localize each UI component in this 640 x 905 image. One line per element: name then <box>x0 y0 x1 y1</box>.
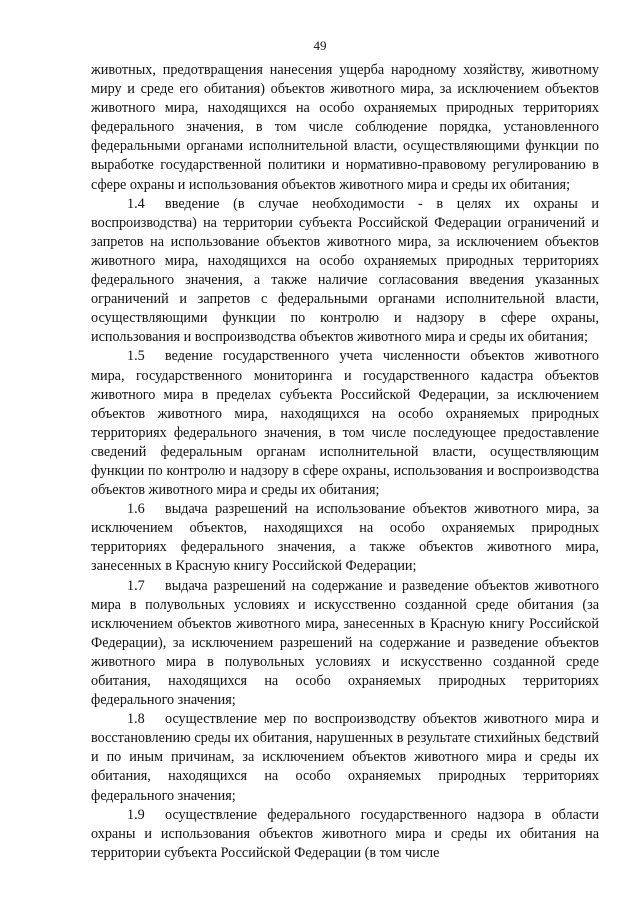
list-item <box>91 195 599 348</box>
item-number: 1.7 <box>127 577 145 594</box>
item-number: 1.5 <box>127 348 145 365</box>
page-number: 49 <box>313 38 327 53</box>
item-number: 1.6 <box>127 501 145 518</box>
item-text: ведение государственного учета численности объектов животного мира, государственного мониторинга и государственного кадастра объектов животного мира в пределах субъекта Российской Федерации, за исключением объектов животного мира, находящихся на особо охраняемых природных территориях федерального значения, в том числе последующее предоставление сведений федеральным органам исполнительной власти, осуществляющим функции по контролю и надзору в сфере охраны, использования и воспроизводства объектов животного мира и среды их обитания; <box>91 348 599 499</box>
list-item <box>91 710 599 805</box>
list-item <box>91 806 599 863</box>
list-item <box>91 347 599 500</box>
item-text: осуществление федерального государственного надзора в области охраны и использования объектов животного мира и среды их обитания на территории субъекта Российской Федерации (в том числе <box>91 806 599 861</box>
list-item <box>91 577 599 711</box>
item-text: выдача разрешений на использование объектов животного мира, за исключением объектов, находящихся на особо охраняемых природных территориях федерального значения, а также объектов животного мира, занесенных в Красную книгу Российской Федерации; <box>91 501 599 575</box>
item-text: выдача разрешений на содержание и разведение объектов животного мира в полувольных условиях и искусственно созданной среде обитания (за исключением объектов животного мира, занесенных в Красную книгу Российской Федерации), за исключением разрешений на содержание и разведение объектов животного мира в полувольных условиях и искусственно созданной среде обитания, находящихся на особо охраняемых природных территориях федерального значения; <box>91 577 599 709</box>
continuation-paragraph: животных, предотвращения нанесения ущерба народному хозяйству, животному миру и среде его обитания) объектов животного мира, за исключением объектов животного мира, находящихся на особо охраняемых природных территориях федерального значения, в том числе соблюдение порядка, установленного федеральными органами исполнительной власти, осуществляющими функции по выработке государственной политики и нормативно-правовому регулированию в сфере охраны и использования объектов животного мира и среды их обитания; <box>91 62 599 193</box>
document-body <box>91 61 599 863</box>
item-number: 1.9 <box>127 806 145 823</box>
list-item <box>91 500 599 576</box>
item-text: введение (в случае необходимости - в целях их охраны и воспроизводства) на территории субъекта Российской Федерации ограничений и запретов на использование объектов животного мира, за исключением объектов животного мира, находящихся на особо охраняемых природных территориях федерального значения, а также наличие согласования введения указанных ограничений и запретов с федеральными органами исполнительной власти, осуществляющими функции по контролю и надзору в сфере охраны, использования и воспроизводства объектов животного мира и среды их обитания; <box>91 195 599 346</box>
item-number: 1.8 <box>127 711 145 728</box>
item-text: осуществление мер по воспроизводству объектов животного мира и восстановлению среды их обитания, нарушенных в результате стихийных бедствий и по иным причинам, за исключением объектов животного мира и среды их обитания, находящихся на особо охраняемых природных территориях федерального значения; <box>91 711 599 804</box>
item-number: 1.4 <box>127 195 145 212</box>
